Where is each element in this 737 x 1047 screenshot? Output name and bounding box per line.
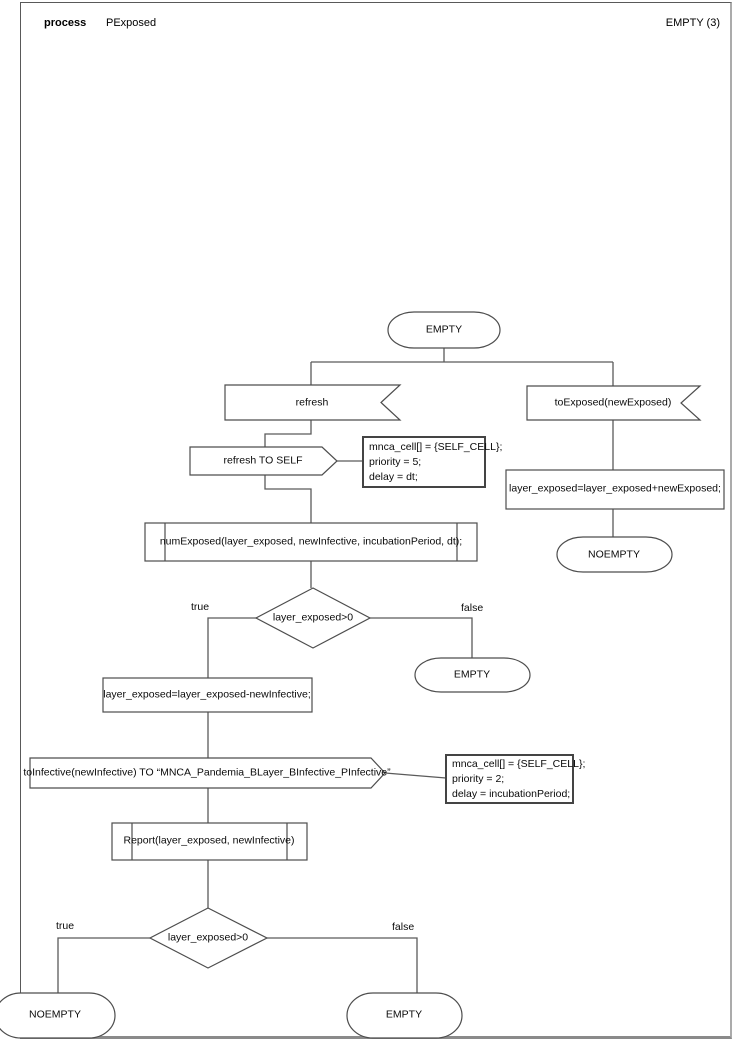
decision1-true-label: true (191, 601, 210, 613)
state-empty-mid-label: EMPTY (453, 668, 491, 681)
connector-decision1-true (208, 618, 257, 678)
decision1-label: layer_exposed>0 (272, 611, 354, 624)
comment-refresh-line3: delay = dt; (369, 471, 418, 483)
input-toexposed-label: toExposed(newExposed) (554, 396, 672, 409)
procedure-numexposed-label: numExposed(layer_exposed, newInfective, incubationPeriod, dt); (159, 535, 463, 548)
state-count-note: EMPTY (3) (665, 17, 720, 29)
state-empty-bottom-label: EMPTY (385, 1008, 423, 1021)
comment-refresh-line2: priority = 5; (369, 456, 422, 468)
comment-toinfective-line3: delay = incubationPeriod; (452, 788, 571, 800)
output-refresh-to-self-label: refresh TO SELF (223, 454, 303, 467)
connector-decision2-true (58, 938, 150, 993)
process-name: PExposed (106, 17, 157, 29)
decision2-false-label: false (392, 921, 415, 933)
decision2-true-label: true (56, 920, 75, 932)
process-keyword: process (44, 17, 87, 29)
input-refresh-label: refresh (295, 396, 329, 409)
connector-decision2-false (267, 938, 417, 993)
comment-toinfective-line2: priority = 2; (452, 773, 505, 785)
connector-refresh-to-output (265, 420, 311, 447)
connector-start-split (311, 348, 613, 386)
decision1-false-label: false (461, 602, 484, 614)
comment-toinfective-line1: mnca_cell[] = {SELF_CELL}; (452, 758, 586, 770)
state-noempty-bottom-label: NOEMPTY (29, 1008, 81, 1021)
decision2-label: layer_exposed>0 (167, 931, 249, 944)
state-noempty-right-label: NOEMPTY (588, 548, 640, 561)
connector-output-to-proc (265, 475, 311, 523)
connector-decision1-false (370, 618, 472, 658)
procedure-report-label: Report(layer_exposed, newInfective) (123, 834, 295, 847)
task-add-exposed-label: layer_exposed=layer_exposed+newExposed; (509, 482, 721, 495)
task-subtract-infective-label: layer_exposed=layer_exposed-newInfective; (103, 688, 311, 701)
output-toinfective-label: toInfective(newInfective) TO “MNCA_Pandemia_BLayer_BInfective_PInfective” (23, 766, 391, 779)
comment-refresh-line1: mnca_cell[] = {SELF_CELL}; (369, 441, 503, 453)
state-empty-top-label: EMPTY (425, 323, 463, 336)
connector-comment-toinfective (385, 773, 446, 778)
